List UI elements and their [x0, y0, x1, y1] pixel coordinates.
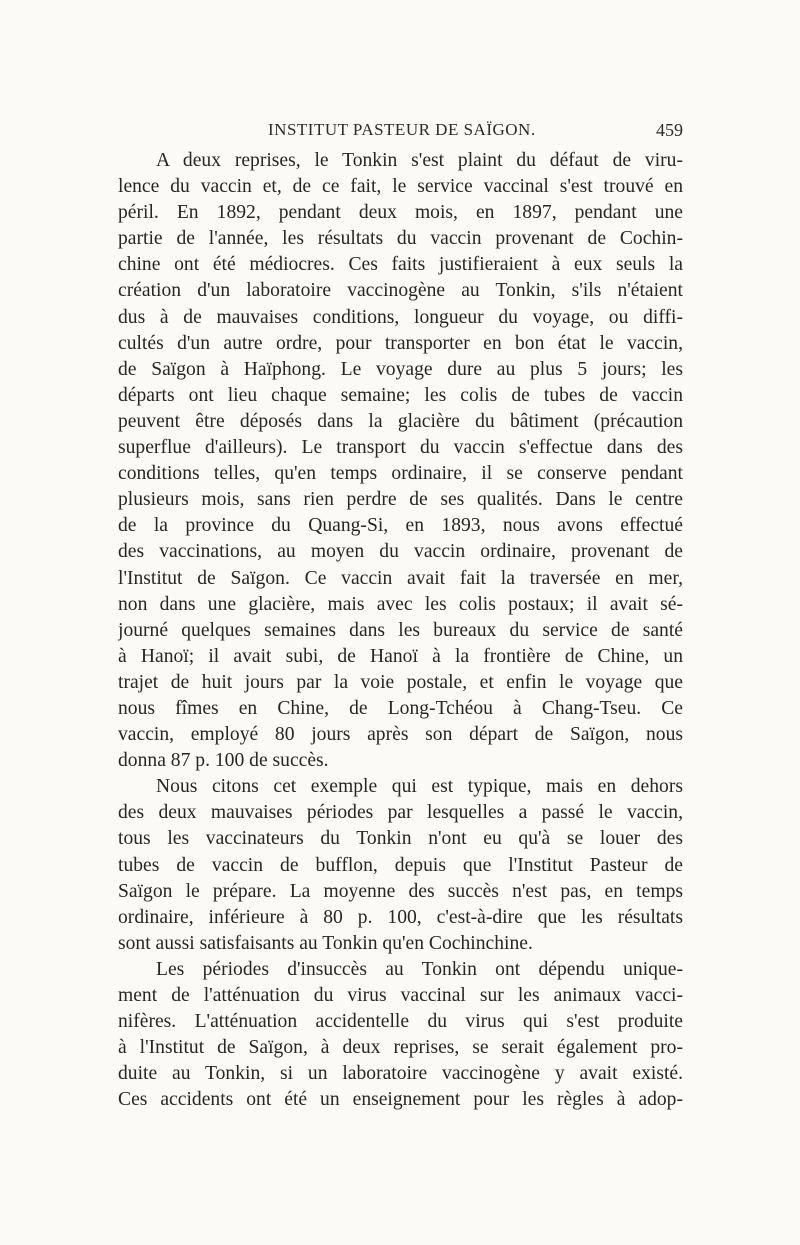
- text-line: dus à de mauvaises conditions, longueur du voyage, ou diffi-: [118, 306, 683, 328]
- text-line: duite au Tonkin, si un laboratoire vaccinogène y avait existé.: [118, 1063, 683, 1085]
- text-line: cultés d'un autre ordre, pour transporter en bon état le vaccin,: [118, 332, 683, 354]
- text-line: à Hanoï; il avait subi, de Hanoï à la frontière de Chine, un: [118, 645, 683, 667]
- text-line: l'Institut de Saïgon. Ce vaccin avait fait la traversée en mer,: [118, 567, 683, 589]
- text-line: peuvent être déposés dans la glacière du bâtiment (précaution: [118, 410, 683, 432]
- text-line: donna 87 p. 100 de succès.: [118, 750, 329, 772]
- text-line: Les périodes d'insuccès au Tonkin ont dépendu unique-: [156, 958, 683, 980]
- paragraph: [118, 148, 683, 774]
- text-line: de la province du Quang-Si, en 1893, nous avons effectué: [118, 515, 683, 537]
- page-number: 459: [656, 120, 683, 140]
- text-line: conditions telles, qu'en temps ordinaire, il se conserve pendant: [118, 463, 683, 485]
- text-line: nifères. L'atténuation accidentelle du virus qui s'est produite: [118, 1011, 683, 1033]
- text-line: Saïgon le prépare. La moyenne des succès n'est pas, en temps: [118, 880, 683, 902]
- text-line: création d'un laboratoire vaccinogène au Tonkin, s'ils n'étaient: [118, 280, 683, 302]
- text-line: A deux reprises, le Tonkin s'est plaint du défaut de viru-: [156, 150, 683, 171]
- text-line: partie de l'année, les résultats du vaccin provenant de Cochin-: [118, 228, 683, 250]
- text-line: superflue d'ailleurs). Le transport du vaccin s'effectue dans des: [118, 437, 683, 459]
- text-line: de Saïgon à Haïphong. Le voyage dure au plus 5 jours; les: [118, 358, 683, 380]
- body-text: [118, 148, 683, 1113]
- text-line: Nous citons cet exemple qui est typique, mais en dehors: [156, 776, 683, 798]
- text-line: journé quelques semaines dans les bureaux du service de santé: [118, 619, 683, 641]
- running-title: INSTITUT PASTEUR DE SAÏGON.: [268, 120, 536, 139]
- text-line: départs ont lieu chaque semaine; les colis de tubes de vaccin: [118, 384, 683, 406]
- text-line: lence du vaccin et, de ce fait, le service vaccinal s'est trouvé en: [118, 176, 683, 198]
- text-line: des vaccinations, au moyen du vaccin ordinaire, provenant de: [118, 541, 683, 563]
- text-line: ment de l'atténuation du virus vaccinal sur les animaux vacci-: [118, 985, 683, 1006]
- text-line: non dans une glacière, mais avec les colis postaux; il avait sé-: [118, 593, 683, 615]
- text-line: tubes de vaccin de bufflon, depuis que l'Institut Pasteur de: [118, 854, 683, 876]
- text-line: Ces accidents ont été un enseignement pour les règles à adop-: [118, 1089, 683, 1111]
- text-line: tous les vaccinateurs du Tonkin n'ont eu qu'à se louer des: [118, 828, 683, 850]
- text-line: à l'Institut de Saïgon, à deux reprises, se serait également pro-: [118, 1037, 683, 1059]
- text-line: plusieurs mois, sans rien perdre de ses qualités. Dans le centre: [118, 489, 683, 511]
- text-line: chine ont été médiocres. Ces faits justifieraient à eux seuls la: [118, 254, 683, 276]
- text-line: trajet de huit jours par la voie postale, et enfin le voyage que: [118, 671, 683, 693]
- paragraph: [118, 774, 683, 957]
- text-line: vaccin, employé 80 jours après son départ de Saïgon, nous: [118, 724, 683, 746]
- text-line: nous fîmes en Chine, de Long-Tchéou à Chang-Tseu. Ce: [118, 697, 683, 719]
- text-line: péril. En 1892, pendant deux mois, en 1897, pendant une: [118, 202, 683, 224]
- paragraph: [118, 957, 683, 1114]
- text-line: ordinaire, inférieure à 80 p. 100, c'est-à-dire que les résultats: [118, 906, 683, 928]
- text-line: des deux mauvaises périodes par lesquelles a passé le vaccin,: [118, 802, 683, 824]
- page-header: [118, 120, 683, 144]
- text-line: sont aussi satisfaisants au Tonkin qu'en Cochinchine.: [118, 932, 533, 954]
